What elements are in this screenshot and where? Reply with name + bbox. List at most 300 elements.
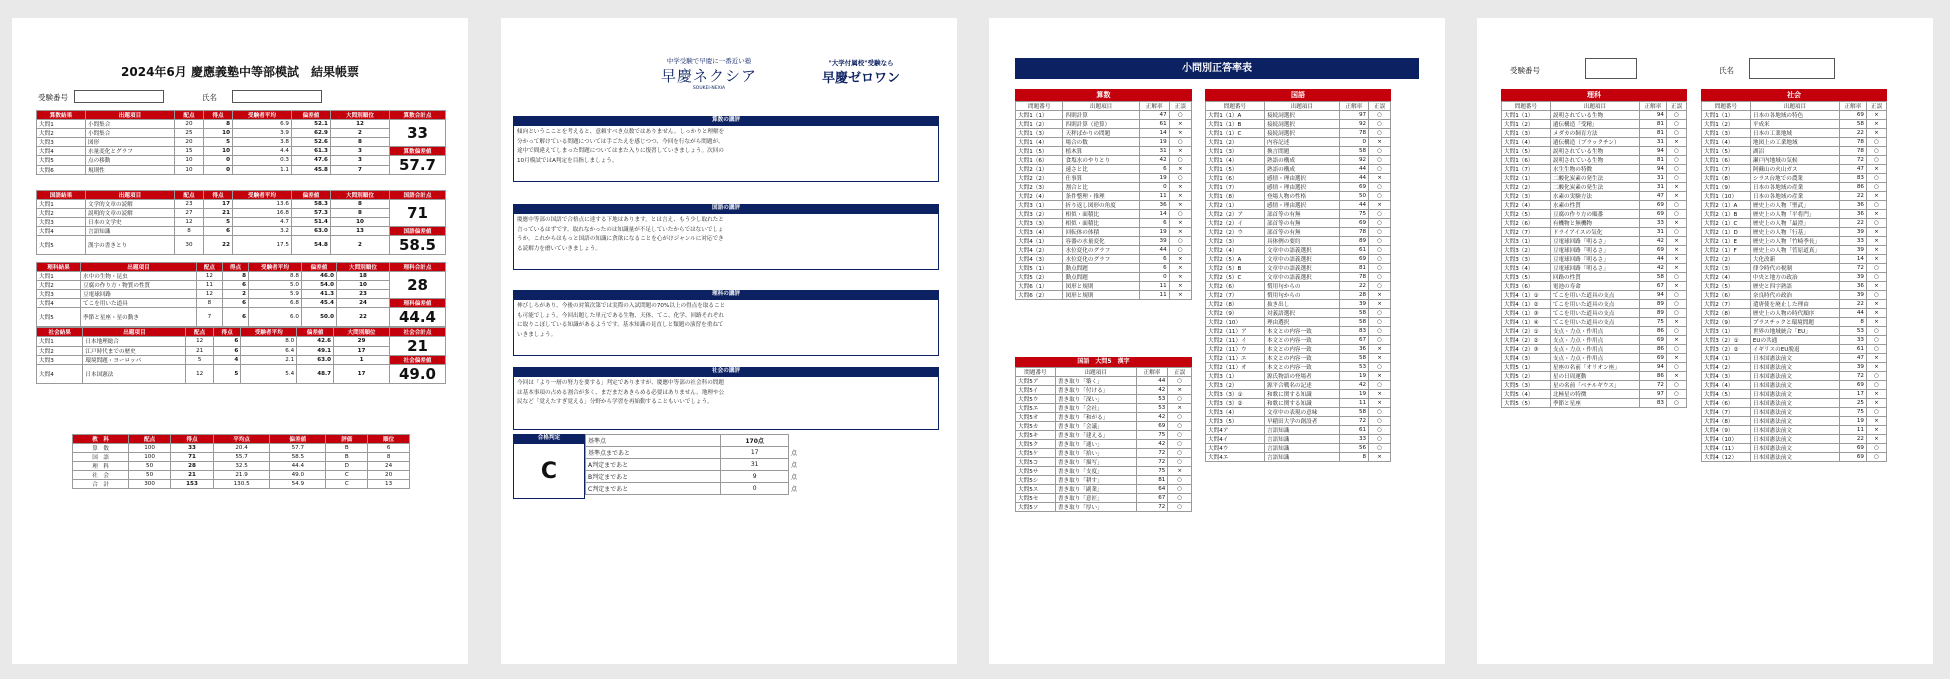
- table-row: [1702, 363, 1887, 372]
- table-cell: ×: [1169, 192, 1191, 201]
- summary-header-row: [73, 435, 410, 444]
- page-title: 2024年6月 慶應義塾中等部模試 結果帳票: [121, 65, 359, 79]
- table-cell: 67: [1639, 282, 1666, 291]
- table-cell: 大問2（3）: [1702, 264, 1751, 273]
- table-cell: 支点・力点・作用点: [1550, 336, 1639, 345]
- science-section: [1501, 89, 1687, 408]
- table-cell: 慣用句からの: [1264, 282, 1339, 291]
- table-row: [37, 129, 446, 138]
- table-row: [1502, 372, 1687, 381]
- table-cell: ○: [1369, 210, 1391, 219]
- table-cell: 日本の各地域の産業: [1750, 192, 1839, 201]
- table-cell: 日本国憲法: [83, 365, 186, 384]
- table-cell: ×: [1169, 264, 1191, 273]
- table-cell: 28: [1339, 291, 1368, 300]
- table-cell: 大問2（5）B: [1206, 264, 1265, 273]
- table-row: [1702, 300, 1887, 309]
- table-cell: 大問1（2）: [1702, 120, 1751, 129]
- table-cell: 17: [334, 365, 390, 384]
- summary-cell: 55.7: [214, 453, 270, 462]
- table-cell: 小問集合: [85, 120, 174, 129]
- table-row: [1702, 399, 1887, 408]
- column-header: 得点: [203, 191, 232, 200]
- column-header: 配点: [196, 263, 222, 272]
- subject-table: [36, 190, 446, 255]
- table-cell: ×: [1369, 453, 1391, 462]
- table-cell: 大問2（8）: [1206, 300, 1265, 309]
- exam-no-field-2[interactable]: [1585, 58, 1637, 79]
- table-cell: 大問4（2）③: [1502, 345, 1551, 354]
- table-cell: 和歌に関する知識: [1264, 390, 1339, 399]
- table-cell: 39: [1840, 363, 1867, 372]
- deviation-label: 社会偏差値: [390, 356, 446, 365]
- judge-cell: 0: [721, 483, 789, 495]
- column-header: 大問別順位: [330, 111, 389, 120]
- table-cell: 図形と規則: [1063, 291, 1139, 300]
- table-cell: ○: [1369, 336, 1391, 345]
- table-cell: 日本地理総合: [83, 337, 186, 347]
- table-cell: 36: [1840, 210, 1867, 219]
- table-cell: 書き取り「耕す」: [1055, 476, 1136, 485]
- table-cell: 83: [1840, 174, 1867, 183]
- table-cell: 大化改新: [1750, 255, 1839, 264]
- table-cell: 78: [1840, 147, 1867, 156]
- table-cell: 説明的文章の読解: [85, 209, 174, 218]
- table-cell: 42: [1136, 413, 1168, 422]
- judge-row: [586, 447, 805, 459]
- table-cell: ×: [1866, 390, 1886, 399]
- comment-text: 傾向というこことを考えると、意頼すべき点数ではありません。しっかりと理解を分かって解けている問題については手ごたえを感じつつ、今回を行ながら問題が、途中で間違えてしまった問題についてはまた入りに復習していきましょう。次回の10月模試ではA判定を目指しましょう。: [517, 129, 725, 164]
- table-cell: ○: [1866, 345, 1886, 354]
- table-cell: 27: [175, 209, 204, 218]
- summary-cell: 20: [368, 471, 410, 480]
- table-cell: 3: [330, 156, 389, 166]
- table-cell: 8: [1840, 318, 1867, 327]
- total-label: 国語合計点: [390, 191, 446, 200]
- table-cell: ○: [1666, 165, 1686, 174]
- summary-cell: 理 科: [73, 462, 129, 471]
- table-cell: ×: [1369, 174, 1391, 183]
- judge-grade: C: [513, 443, 585, 499]
- column-header: 問題番号: [1502, 102, 1551, 111]
- table-row: [1502, 138, 1687, 147]
- summary-cell: 58.5: [270, 453, 326, 462]
- table-cell: 大問5イ: [1016, 386, 1056, 395]
- table-cell: 歴史上の人物の時代順序: [1750, 309, 1839, 318]
- table-row: [1206, 408, 1391, 417]
- table-cell: 感情・理由選択: [1264, 183, 1339, 192]
- table-cell: 6.8: [248, 299, 301, 308]
- table-row: [37, 337, 446, 347]
- table-cell: 日本の各地域の産業: [1750, 183, 1839, 192]
- correct-rate-title: 小問別正答率表: [1015, 58, 1419, 79]
- column-header: 配点: [186, 328, 213, 337]
- table-cell: てこを用いた道具の支点: [1550, 309, 1639, 318]
- table-cell: ○: [1666, 345, 1686, 354]
- column-header: 大問別順位: [334, 328, 390, 337]
- table-cell: 大問2（5）C: [1206, 273, 1265, 282]
- table-cell: ×: [1169, 255, 1191, 264]
- table-cell: 大問2: [37, 346, 83, 356]
- table-row: [1502, 201, 1687, 210]
- table-cell: 51.4: [291, 218, 330, 227]
- table-cell: 江戸時代までの歴史: [83, 346, 186, 356]
- table-cell: 1.1: [232, 165, 291, 175]
- summary-table: [72, 434, 410, 489]
- table-cell: 言語知識: [1264, 426, 1339, 435]
- table-cell: ○: [1168, 458, 1192, 467]
- judge-cell: A判定まであと: [586, 459, 721, 471]
- judge-cell: 基準点まであと: [586, 447, 721, 459]
- table-cell: 8: [330, 138, 389, 147]
- judge-row: [586, 483, 805, 495]
- table-cell: ×: [1369, 372, 1391, 381]
- table-cell: ○: [1369, 309, 1391, 318]
- table-header-row: [1016, 102, 1192, 111]
- table-cell: ×: [1666, 183, 1686, 192]
- table-row: [1502, 111, 1687, 120]
- table-cell: 33: [1639, 219, 1666, 228]
- math-title: 算数: [1015, 89, 1192, 101]
- table-cell: 和歌に関する知識: [1264, 399, 1339, 408]
- column-header: 正誤: [1168, 368, 1192, 377]
- table-cell: 日本の文学史: [85, 218, 174, 227]
- table-cell: 豆電球回路「明るさ」: [1550, 264, 1639, 273]
- table-cell: 36: [1139, 201, 1169, 210]
- table-row: [1502, 129, 1687, 138]
- table-cell: 6.9: [232, 120, 291, 129]
- table-cell: ドライアイスの気化: [1550, 228, 1639, 237]
- table-cell: 大問2: [37, 209, 86, 218]
- table-row: [1502, 318, 1687, 327]
- table-cell: 理由選択: [1264, 318, 1339, 327]
- deviation-value: 44.4: [390, 308, 446, 327]
- table-cell: 豆腐の作り方・物質の性質: [81, 281, 197, 290]
- column-header: 偏差値: [297, 328, 334, 337]
- subject-table: [36, 327, 446, 384]
- column-header: 配点: [175, 191, 204, 200]
- table-cell: 6: [222, 308, 248, 327]
- table-cell: 36: [1339, 345, 1368, 354]
- table-cell: 大問5シ: [1016, 476, 1056, 485]
- table-row: [1502, 300, 1687, 309]
- exam-no-label-2: 受験番号: [1510, 66, 1540, 75]
- table-cell: ○: [1168, 377, 1192, 386]
- summary-row: [73, 480, 410, 489]
- summary-column-header: 順位: [368, 435, 410, 444]
- table-row: [1502, 345, 1687, 354]
- table-cell: 56: [1339, 444, 1368, 453]
- table-cell: 大問2（2）ウ: [1206, 228, 1265, 237]
- table-row: [1206, 444, 1391, 453]
- japanese-section: [1205, 89, 1391, 462]
- summary-column-header: 得点: [170, 435, 213, 444]
- judge-cell: C判定まであと: [586, 483, 721, 495]
- table-cell: 大問2（2）ア: [1206, 210, 1265, 219]
- table-row: [1016, 449, 1192, 458]
- table-cell: 大問4（2）: [1702, 363, 1751, 372]
- table-cell: 31: [1639, 138, 1666, 147]
- deviation-label: 算数偏差値: [390, 147, 446, 156]
- table-cell: 20: [175, 120, 204, 129]
- table-cell: 8: [330, 200, 389, 209]
- table-cell: 6: [1139, 264, 1169, 273]
- table-cell: 本文との内容一致: [1264, 363, 1339, 372]
- table-cell: ○: [1369, 120, 1391, 129]
- table-cell: 食塩水のやりとり: [1063, 156, 1139, 165]
- table-cell: ×: [1866, 282, 1886, 291]
- table-row: [37, 227, 446, 236]
- name-label-2: 氏名: [1719, 66, 1734, 75]
- judge-table: [585, 434, 805, 495]
- table-cell: 源平合戦名の記述: [1264, 381, 1339, 390]
- table-cell: 大問2（11）オ: [1206, 363, 1265, 372]
- table-cell: 大問1（1）B: [1206, 120, 1265, 129]
- table-cell: 39: [1840, 291, 1867, 300]
- logo2-name: 早慶ゼロワン: [821, 71, 900, 86]
- table-cell: ×: [1169, 165, 1191, 174]
- table-row: [1206, 129, 1391, 138]
- japanese-title: 国語: [1205, 89, 1391, 101]
- summary-column-header: 配点: [129, 435, 171, 444]
- math-section: [1015, 89, 1192, 300]
- judge-row: [586, 471, 805, 483]
- table-cell: ×: [1168, 467, 1192, 476]
- table-cell: 大問2（1）F: [1702, 246, 1751, 255]
- table-cell: 中央と地方の政治: [1750, 273, 1839, 282]
- table-row: [1702, 174, 1887, 183]
- table-cell: 大問1（10）: [1702, 192, 1751, 201]
- summary-cell: 33: [170, 444, 213, 453]
- table-cell: ○: [1369, 228, 1391, 237]
- table-cell: 折り返し図形の角度: [1063, 201, 1139, 210]
- table-cell: 7: [330, 165, 389, 175]
- table-row: [1206, 291, 1391, 300]
- table-cell: 大問4（3）: [1016, 255, 1063, 264]
- summary-row: [73, 453, 410, 462]
- table-cell: 61: [1840, 345, 1867, 354]
- table-cell: 平成米: [1750, 120, 1839, 129]
- table-cell: 大問1（3）: [1016, 129, 1063, 138]
- table-cell: 12: [330, 120, 389, 129]
- subject-head: 理科結果: [37, 263, 81, 272]
- table-cell: イギリスのEU脱退: [1750, 345, 1839, 354]
- table-cell: 86: [1840, 183, 1867, 192]
- table-cell: 8: [196, 299, 222, 308]
- table-cell: ×: [1866, 354, 1886, 363]
- table-cell: ○: [1168, 413, 1192, 422]
- table-row: [1206, 165, 1391, 174]
- table-cell: 29: [334, 337, 390, 347]
- table-row: [37, 147, 446, 156]
- table-cell: 文学的文章の読解: [85, 200, 174, 209]
- table-row: [1702, 183, 1887, 192]
- table-cell: 大問1（4）: [1502, 138, 1551, 147]
- table-cell: 接続詞選択: [1264, 129, 1339, 138]
- table-cell: 10: [330, 218, 389, 227]
- table-cell: ×: [1169, 120, 1191, 129]
- table-cell: ○: [1369, 111, 1391, 120]
- table-row: [1016, 129, 1192, 138]
- table-cell: 大問3（3）②: [1206, 399, 1265, 408]
- table-cell: 大問3（2）①: [1702, 336, 1751, 345]
- table-cell: 58: [1339, 408, 1368, 417]
- table-cell: 94: [1639, 291, 1666, 300]
- summary-cell: 28: [170, 462, 213, 471]
- table-cell: 電池の寿命: [1550, 282, 1639, 291]
- table-cell: 75: [1339, 210, 1368, 219]
- table-cell: 遺伝構造（ブラックチン）: [1550, 138, 1639, 147]
- comment-section: [513, 204, 939, 270]
- table-cell: 86: [1639, 372, 1666, 381]
- table-cell: 大問4（10）: [1702, 435, 1751, 444]
- column-header: 正解率: [1136, 368, 1168, 377]
- table-row: [1206, 372, 1391, 381]
- table-row: [1016, 210, 1192, 219]
- name-field-2[interactable]: [1749, 58, 1835, 79]
- table-cell: 8: [1339, 453, 1368, 462]
- table-cell: ×: [1666, 255, 1686, 264]
- table-cell: 日本国憲法前文: [1750, 426, 1839, 435]
- name-field[interactable]: [232, 90, 322, 103]
- table-cell: 水素の性質: [1550, 201, 1639, 210]
- table-cell: 阿蘇山の火山ガス: [1750, 165, 1839, 174]
- summary-cell: 44.4: [270, 462, 326, 471]
- table-cell: 19: [1840, 417, 1867, 426]
- exam-no-field[interactable]: [74, 90, 164, 103]
- table-cell: 3: [330, 147, 389, 156]
- comment-body: [513, 299, 939, 356]
- table-cell: 大問5ウ: [1016, 395, 1056, 404]
- table-cell: 97: [1339, 111, 1368, 120]
- social-table: [1701, 101, 1887, 462]
- table-cell: 大問2: [37, 281, 81, 290]
- table-cell: 歴史上の人物「聖武」: [1750, 201, 1839, 210]
- table-cell: 大問1（6）: [1702, 156, 1751, 165]
- column-header: 正解率: [1339, 102, 1368, 111]
- table-cell: 大問6（2）: [1016, 291, 1063, 300]
- table-cell: 19: [1139, 228, 1169, 237]
- table-cell: 49.1: [297, 346, 334, 356]
- table-row: [1502, 363, 1687, 372]
- table-cell: 25: [1840, 399, 1867, 408]
- table-row: [1702, 435, 1887, 444]
- table-cell: 大問2（4）: [1206, 246, 1265, 255]
- table-cell: 53: [1339, 363, 1368, 372]
- table-cell: 23: [336, 290, 389, 299]
- table-cell: 大問5（2）: [1016, 273, 1063, 282]
- column-header: 得点: [203, 111, 232, 120]
- table-cell: 6: [1139, 255, 1169, 264]
- table-cell: 書き取り「付ける」: [1055, 386, 1136, 395]
- logo1-tagline: 中学受験で早慶に一番近い塾: [666, 57, 752, 65]
- table-cell: 大問4（2）: [1016, 246, 1063, 255]
- summary-cell: B: [326, 444, 368, 453]
- table-row: [1206, 255, 1391, 264]
- table-row: [1502, 237, 1687, 246]
- table-row: [1016, 156, 1192, 165]
- table-row: [1502, 174, 1687, 183]
- deviation-label: 理科偏差値: [390, 299, 446, 308]
- table-cell: 大問5エ: [1016, 404, 1056, 413]
- table-row: [1206, 309, 1391, 318]
- column-header: 配点: [175, 111, 204, 120]
- table-cell: 大問1（3）: [1206, 147, 1265, 156]
- table-row: [1206, 354, 1391, 363]
- table-cell: 大問5: [37, 156, 86, 166]
- table-cell: ○: [1369, 183, 1391, 192]
- table-row: [1016, 138, 1192, 147]
- table-cell: 11: [1339, 399, 1368, 408]
- table-cell: ○: [1169, 174, 1191, 183]
- table-cell: 5: [213, 365, 240, 384]
- table-cell: プラスチックと環境問題: [1750, 318, 1839, 327]
- table-cell: 22: [203, 236, 232, 255]
- table-cell: 47: [1639, 192, 1666, 201]
- table-cell: 6.0: [248, 308, 301, 327]
- table-cell: 大問4（1）④: [1502, 318, 1551, 327]
- table-row: [1206, 426, 1391, 435]
- summary-cell: 57.7: [270, 444, 326, 453]
- table-cell: ○: [1866, 336, 1886, 345]
- table-cell: 46.0: [301, 272, 336, 281]
- table-cell: 日本国憲法前文: [1750, 417, 1839, 426]
- table-row: [1016, 111, 1192, 120]
- table-cell: 大問2: [37, 129, 86, 138]
- table-row: [1016, 476, 1192, 485]
- table-cell: 42: [1136, 386, 1168, 395]
- table-cell: 日本国憲法前文: [1750, 354, 1839, 363]
- table-cell: ○: [1369, 147, 1391, 156]
- table-cell: 63.0: [297, 356, 334, 365]
- table-cell: 10: [336, 281, 389, 290]
- table-cell: 大問1（7）: [1702, 165, 1751, 174]
- table-cell: 大問1（8）: [1702, 174, 1751, 183]
- table-cell: 5: [186, 356, 213, 365]
- judge-cell: 170点: [721, 435, 789, 447]
- table-cell: 大問2（11）イ: [1206, 336, 1265, 345]
- summary-cell: 21: [170, 471, 213, 480]
- table-cell: 78: [1339, 273, 1368, 282]
- table-cell: 奈良時代の政治: [1750, 291, 1839, 300]
- table-row: [1702, 120, 1887, 129]
- column-header: 得点: [222, 263, 248, 272]
- table-cell: 61: [1339, 246, 1368, 255]
- table-cell: 6: [222, 299, 248, 308]
- summary-cell: 社 会: [73, 471, 129, 480]
- table-cell: 86: [1639, 345, 1666, 354]
- table-cell: 5.9: [248, 290, 301, 299]
- table-cell: ○: [1369, 156, 1391, 165]
- table-cell: 6: [213, 337, 240, 347]
- table-cell: 内容記述: [1264, 138, 1339, 147]
- table-row: [1702, 255, 1887, 264]
- table-cell: ○: [1169, 156, 1191, 165]
- table-cell: ×: [1169, 228, 1191, 237]
- table-cell: 大問2（1）D: [1702, 228, 1751, 237]
- table-cell: 10: [175, 156, 204, 166]
- table-cell: 書き取り「築く」: [1055, 377, 1136, 386]
- table-row: [1206, 147, 1391, 156]
- table-cell: 62.9: [291, 129, 330, 138]
- table-cell: 47: [1840, 165, 1867, 174]
- comment-text: 慶應中等部の国語で合格点に達する下地はあります。とは言え、もう少し取れたと言っているはずです。取れなかったのは知識量が不足していたからではないでしょうか。これからはもっと国語の知識に貪欲になることを心がけジャンルに対応できる読解力を磨いていきましょう。: [517, 217, 724, 252]
- judge-label: 合格判定: [513, 434, 585, 443]
- table-row: [1502, 291, 1687, 300]
- table-cell: 大問2（1）: [1206, 201, 1265, 210]
- subject-head: 国語結果: [37, 191, 86, 200]
- table-cell: 52.1: [291, 120, 330, 129]
